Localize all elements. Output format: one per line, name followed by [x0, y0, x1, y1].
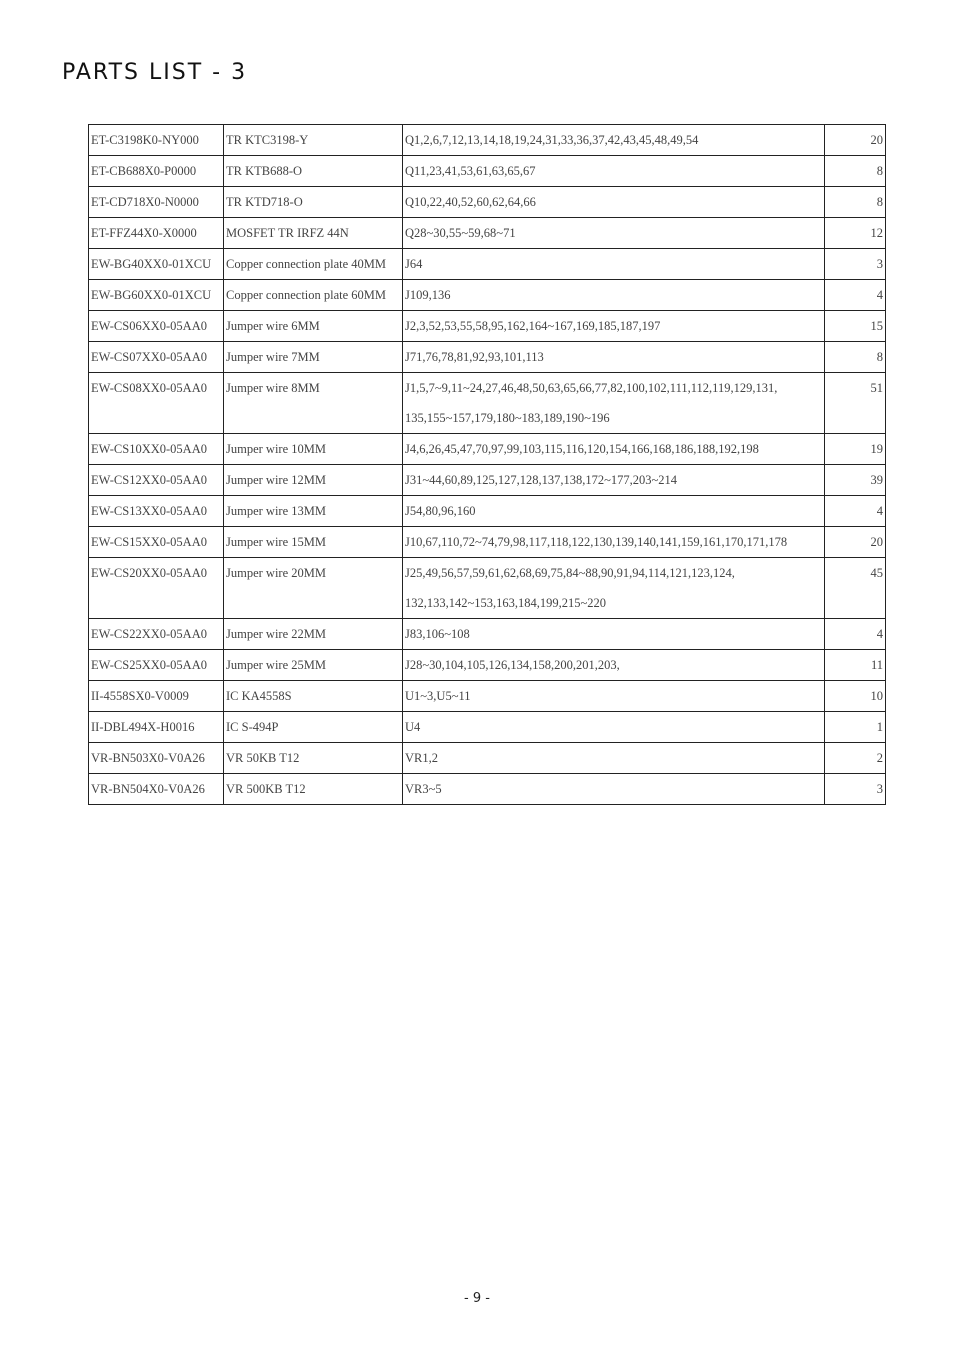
location-line: J1,5,7~9,11~24,27,46,48,50,63,65,66,77,82,100,102,111,112,119,129,131,	[405, 381, 778, 395]
description-cell: TR KTD718-O	[224, 187, 403, 218]
location-line: J109,136	[405, 288, 451, 302]
table-row	[89, 774, 886, 805]
quantity-cell: 3	[825, 249, 886, 280]
location-line: J71,76,78,81,92,93,101,113	[405, 350, 544, 364]
location-line: Q10,22,40,52,60,62,64,66	[405, 195, 536, 209]
page-number: - 9 -	[464, 1291, 490, 1306]
table-row	[89, 218, 886, 249]
quantity-cell: 45	[825, 558, 886, 619]
part-number-cell: EW-CS07XX0-05AA0	[89, 342, 224, 373]
part-number-cell: EW-CS10XX0-05AA0	[89, 434, 224, 465]
table-row	[89, 527, 886, 558]
description-cell: TR KTC3198-Y	[224, 125, 403, 156]
part-number-cell: EW-CS08XX0-05AA0	[89, 373, 224, 434]
description-cell: Jumper wire 13MM	[224, 496, 403, 527]
part-number-cell: EW-CS06XX0-05AA0	[89, 311, 224, 342]
location-cell	[403, 496, 825, 527]
page-title: PARTS LIST - 3	[62, 60, 248, 85]
table-row	[89, 650, 886, 681]
description-cell: Jumper wire 7MM	[224, 342, 403, 373]
part-number-cell: ET-CB688X0-P0000	[89, 156, 224, 187]
location-line: U4	[405, 720, 421, 734]
table-row	[89, 434, 886, 465]
part-number-cell: EW-CS20XX0-05AA0	[89, 558, 224, 619]
part-number-cell: EW-CS22XX0-05AA0	[89, 619, 224, 650]
quantity-cell: 4	[825, 280, 886, 311]
location-line: VR1,2	[405, 751, 438, 765]
location-cell	[403, 187, 825, 218]
location-cell	[403, 774, 825, 805]
location-line: J25,49,56,57,59,61,62,68,69,75,84~88,90,91,94,114,121,123,124,	[405, 566, 735, 580]
description-cell: Jumper wire 10MM	[224, 434, 403, 465]
description-cell: Jumper wire 25MM	[224, 650, 403, 681]
part-number-cell: EW-CS15XX0-05AA0	[89, 527, 224, 558]
location-line: J10,67,110,72~74,79,98,117,118,122,130,139,140,141,159,161,170,171,178	[405, 535, 788, 549]
part-number-cell: EW-BG60XX0-01XCU	[89, 280, 224, 311]
location-cell	[403, 218, 825, 249]
description-cell: Jumper wire 12MM	[224, 465, 403, 496]
parts-table-body	[89, 125, 886, 805]
location-line: J2,3,52,53,55,58,95,162,164~167,169,185,187,197	[405, 319, 661, 333]
table-row	[89, 187, 886, 218]
location-cell	[403, 156, 825, 187]
description-cell: IC KA4558S	[224, 681, 403, 712]
location-line: J54,80,96,160	[405, 504, 476, 518]
location-cell	[403, 619, 825, 650]
table-row	[89, 558, 886, 619]
description-cell: VR 500KB T12	[224, 774, 403, 805]
quantity-cell: 19	[825, 434, 886, 465]
table-row	[89, 373, 886, 434]
description-cell: Jumper wire 8MM	[224, 373, 403, 434]
quantity-cell: 15	[825, 311, 886, 342]
description-cell: IC S-494P	[224, 712, 403, 743]
quantity-cell: 12	[825, 218, 886, 249]
table-row	[89, 465, 886, 496]
location-cell	[403, 743, 825, 774]
table-row	[89, 496, 886, 527]
location-line: J28~30,104,105,126,134,158,200,201,203,	[405, 658, 620, 672]
location-cell	[403, 650, 825, 681]
description-cell: Jumper wire 15MM	[224, 527, 403, 558]
part-number-cell: EW-CS25XX0-05AA0	[89, 650, 224, 681]
quantity-cell: 10	[825, 681, 886, 712]
part-number-cell: II-4558SX0-V0009	[89, 681, 224, 712]
location-cell	[403, 434, 825, 465]
location-line: VR3~5	[405, 782, 442, 796]
part-number-cell: ET-C3198K0-NY000	[89, 125, 224, 156]
location-line: 135,155~157,179,180~183,189,190~196	[405, 411, 610, 425]
table-row	[89, 280, 886, 311]
quantity-cell: 2	[825, 743, 886, 774]
table-row	[89, 125, 886, 156]
location-cell	[403, 249, 825, 280]
description-cell: Jumper wire 6MM	[224, 311, 403, 342]
description-cell: TR KTB688-O	[224, 156, 403, 187]
location-line: J83,106~108	[405, 627, 470, 641]
part-number-cell: II-DBL494X-H0016	[89, 712, 224, 743]
location-line: J31~44,60,89,125,127,128,137,138,172~177,203~214	[405, 473, 678, 487]
description-cell: Jumper wire 20MM	[224, 558, 403, 619]
part-number-cell: VR-BN503X0-V0A26	[89, 743, 224, 774]
location-cell	[403, 311, 825, 342]
quantity-cell: 4	[825, 496, 886, 527]
part-number-cell: ET-CD718X0-N0000	[89, 187, 224, 218]
location-cell	[403, 712, 825, 743]
quantity-cell: 3	[825, 774, 886, 805]
parts-table	[88, 124, 886, 805]
quantity-cell: 1	[825, 712, 886, 743]
quantity-cell: 20	[825, 527, 886, 558]
quantity-cell: 39	[825, 465, 886, 496]
quantity-cell: 51	[825, 373, 886, 434]
description-cell: MOSFET TR IRFZ 44N	[224, 218, 403, 249]
table-row	[89, 743, 886, 774]
location-line: U1~3,U5~11	[405, 689, 471, 703]
quantity-cell: 11	[825, 650, 886, 681]
part-number-cell: EW-CS13XX0-05AA0	[89, 496, 224, 527]
location-cell	[403, 465, 825, 496]
table-row	[89, 249, 886, 280]
part-number-cell: VR-BN504X0-V0A26	[89, 774, 224, 805]
location-cell	[403, 280, 825, 311]
location-line: J4,6,26,45,47,70,97,99,103,115,116,120,154,166,168,186,188,192,198	[405, 442, 759, 456]
quantity-cell: 4	[825, 619, 886, 650]
location-cell	[403, 681, 825, 712]
location-line: 132,133,142~153,163,184,199,215~220	[405, 596, 607, 610]
location-cell	[403, 373, 825, 434]
part-number-cell: EW-CS12XX0-05AA0	[89, 465, 224, 496]
quantity-cell: 8	[825, 187, 886, 218]
table-row	[89, 712, 886, 743]
location-line: Q1,2,6,7,12,13,14,18,19,24,31,33,36,37,42,43,45,48,49,54	[405, 133, 699, 147]
location-cell	[403, 342, 825, 373]
location-cell	[403, 527, 825, 558]
table-row	[89, 342, 886, 373]
table-row	[89, 681, 886, 712]
description-cell: Jumper wire 22MM	[224, 619, 403, 650]
location-line: Q11,23,41,53,61,63,65,67	[405, 164, 536, 178]
description-cell: Copper connection plate 60MM	[224, 280, 403, 311]
location-cell	[403, 558, 825, 619]
description-cell: Copper connection plate 40MM	[224, 249, 403, 280]
part-number-cell: ET-FFZ44X0-X0000	[89, 218, 224, 249]
description-cell: VR 50KB T12	[224, 743, 403, 774]
quantity-cell: 20	[825, 125, 886, 156]
table-row	[89, 156, 886, 187]
part-number-cell: EW-BG40XX0-01XCU	[89, 249, 224, 280]
location-cell	[403, 125, 825, 156]
table-row	[89, 311, 886, 342]
location-line: J64	[405, 257, 423, 271]
quantity-cell: 8	[825, 342, 886, 373]
location-line: Q28~30,55~59,68~71	[405, 226, 516, 240]
quantity-cell: 8	[825, 156, 886, 187]
table-row	[89, 619, 886, 650]
